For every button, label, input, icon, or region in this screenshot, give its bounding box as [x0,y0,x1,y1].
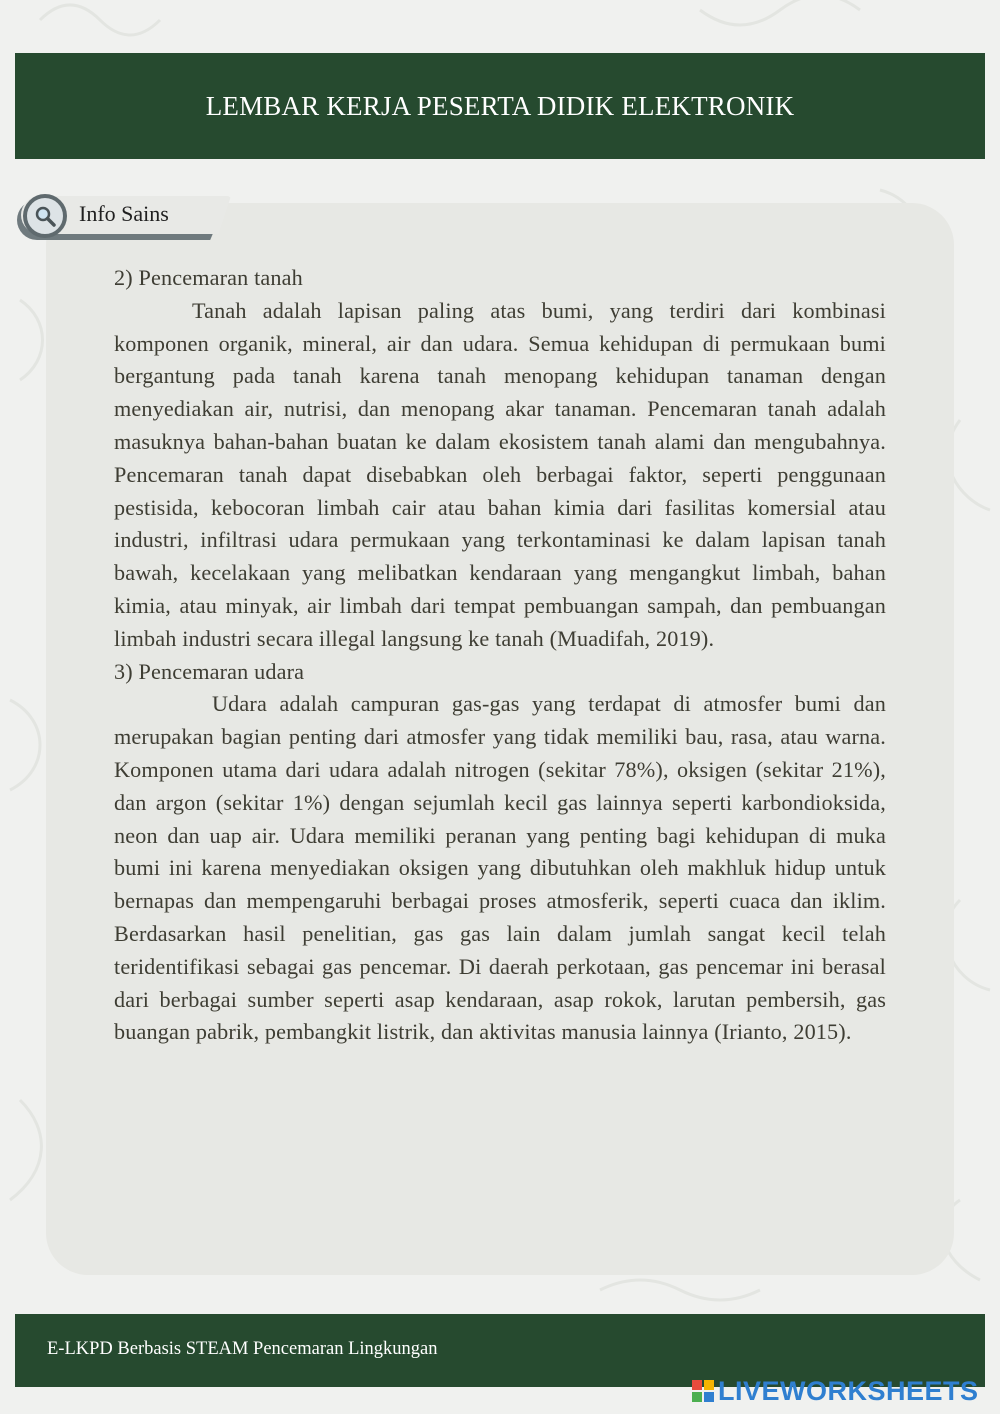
logo-square-l [692,1380,702,1390]
info-sains-tab [17,196,231,240]
info-tab-label: Info Sains [79,201,169,226]
magnifier-badge [23,194,67,238]
logo-square-e [704,1392,714,1402]
article-body [114,262,886,1049]
logo-square-i [704,1380,714,1390]
paragraph-air-pollution: Udara adalah campuran gas-gas yang terdapat di atmosfer bumi dan merupakan bagian penting dari atmosfer yang tidak memiliki bau, rasa, atau warna. Komponen utama dari udara adalah nitrogen (sekitar 78%), oksigen (sekitar 21%), dan argon (sekitar 1%) dengan sejumlah kecil gas lainnya seperti karbondioksida, neon dan uap air. Udara memiliki peranan yang penting bagi kehidupan di muka bumi ini karena menyediakan oksigen yang dibutuhkan oleh makhluk hidup untuk bernapas dan mempengaruhi berbagai proses atmosferik, seperti cuaca dan iklim. Berdasarkan hasil penelitian, gas gas lain dalam jumlah sangat kecil telah teridentifikasi sebagai gas pencemar. Di daerah perkotaan, gas pencemar ini berasal dari berbagai sumber seperti asap kendaraan, asap rokok, larutan pembersih, gas buangan pabrik, pembangkit listrik, dan aktivitas manusia lainnya (Irianto, 2015). [114,691,886,1045]
liveworksheets-logo [692,1374,979,1408]
logo-grid-icon [692,1380,714,1402]
footer-text: E-LKPD Berbasis STEAM Pencemaran Lingkungan [47,1339,438,1359]
logo-square-v [692,1392,702,1402]
paragraph-soil-pollution: Tanah adalah lapisan paling atas bumi, yang terdiri dari kombinasi komponen organik, mineral, air dan udara. Semua kehidupan di permukaan bumi bergantung pada tanah karena tanah menopang kehidupan tanaman dengan menyediakan air, nutrisi, dan menopang akar tanaman. Pencemaran tanah adalah masuknya bahan-bahan buatan ke dalam ekosistem tanah alami dan mengubahnya. Pencemaran tanah dapat disebabkan oleh berbagai faktor, seperti penggunaan pestisida, kebocoran limbah cair atau bahan kimia dari fasilitas komersial atau industri, infiltrasi udara permukaan yang terkontaminasi ke dalam lapisan tanah bawah, kecelakaan yang melibatkan kendaraan yang mengangkut limbah, bahan kimia, atau minyak, air limbah dari tempat pembuangan sampah, dan pembuangan limbah industri secara illegal langsung ke tanah (Muadifah, 2019). [114,297,886,651]
page-title: LEMBAR KERJA PESERTA DIDIK ELEKTRONIK [205,90,795,121]
magnifier-icon [33,204,57,228]
logo-brand-text: LIVEWORKSHEETS [718,1375,979,1406]
section-heading-air: 3) Pencemaran udara [114,658,305,684]
page-header [15,53,985,159]
section-heading-soil: 2) Pencemaran tanah [114,265,303,290]
